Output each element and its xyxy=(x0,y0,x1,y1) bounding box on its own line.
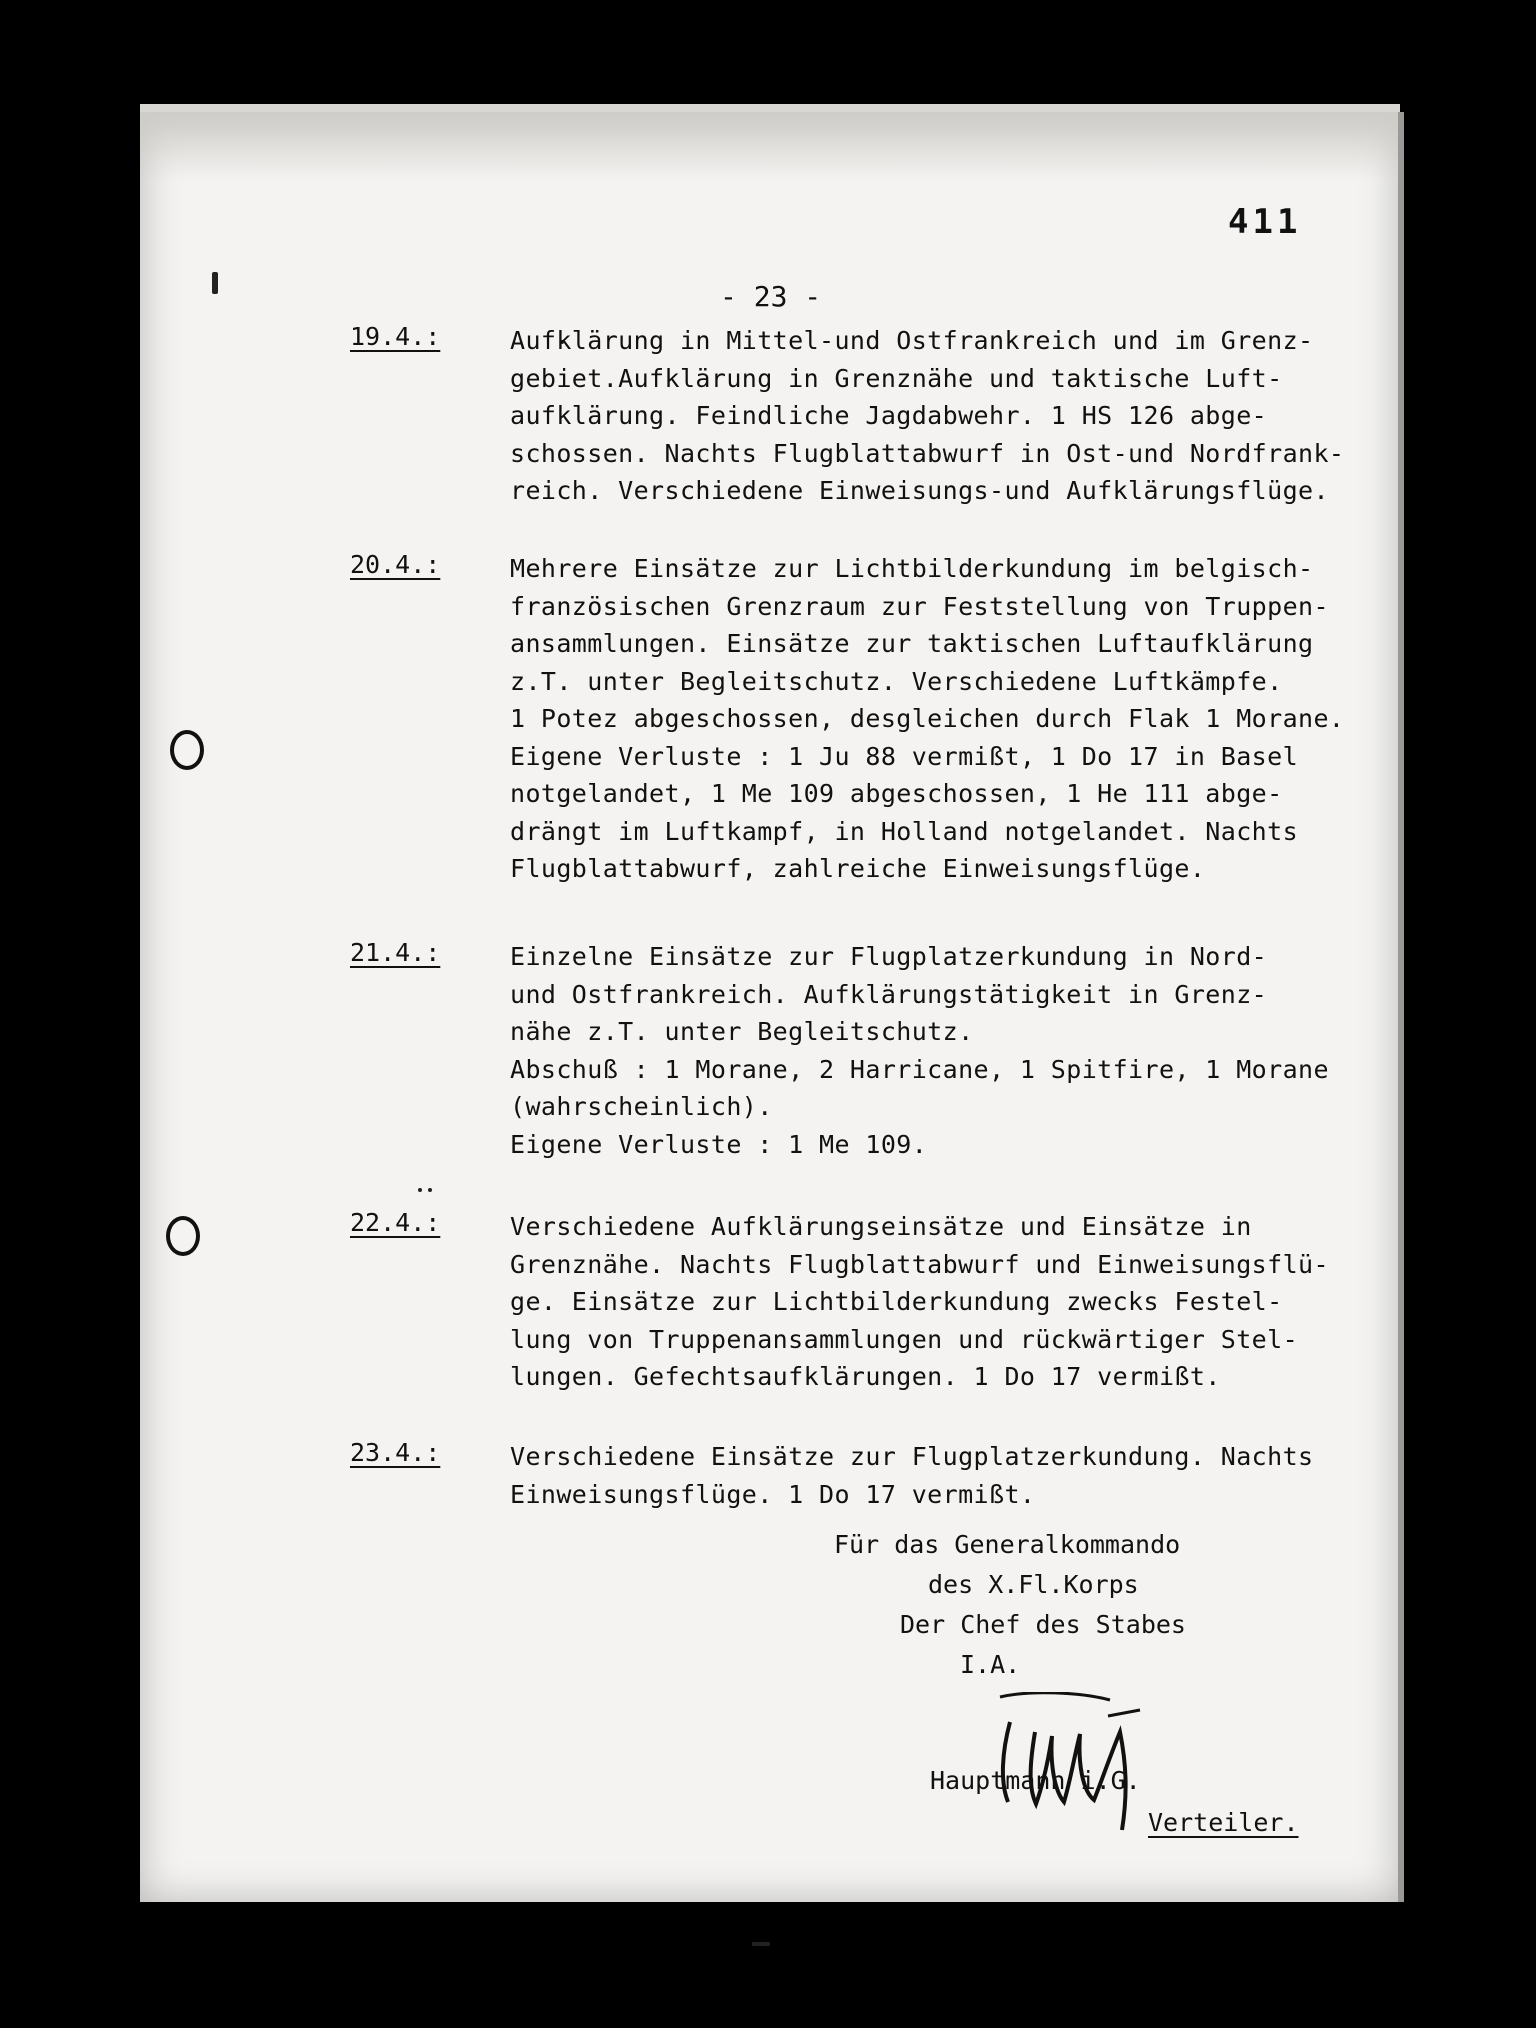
entry-line: Verschiedene Aufklärungseinsätze und Einsätze in xyxy=(510,1212,1252,1241)
entry-line: aufklärung. Feindliche Jagdabwehr. 1 HS 126 abge- xyxy=(510,401,1268,430)
punch-hole-lower xyxy=(166,1216,200,1256)
entry-line: (wahrscheinlich). xyxy=(510,1092,773,1121)
paper-top-edge xyxy=(140,104,1400,112)
signature-line-command: Für das Generalkommando xyxy=(834,1530,1181,1559)
entry-text xyxy=(510,1208,1370,1396)
signature-rank: Hauptmann i.G. xyxy=(930,1766,1141,1795)
entry-line: französischen Grenzraum zur Feststellung von Truppen- xyxy=(510,591,1329,621)
entry-line: Eigene Verluste : 1 Ju 88 vermißt, 1 Do 17 in Basel xyxy=(510,741,1299,771)
entry-date: 23.4.: xyxy=(350,1438,441,1467)
signature-line-chief: Der Chef des Stabes xyxy=(900,1610,1186,1639)
page-number: 411 xyxy=(1228,202,1302,242)
entry-line: Grenznähe. Nachts Flugblattabwurf und Einweisungsflü- xyxy=(510,1249,1329,1279)
punch-hole-upper xyxy=(170,730,204,770)
entry-line: nähe z.T. unter Begleitschutz. xyxy=(510,1017,974,1046)
entry-line: lungen. Gefechtsaufklärungen. 1 Do 17 vermißt. xyxy=(510,1362,1221,1391)
scan-speck xyxy=(212,272,218,294)
entry-line: notgelandet, 1 Me 109 abgeschossen, 1 He 111 abge- xyxy=(510,779,1283,808)
signature-line-corps: des X.Fl.Korps xyxy=(928,1570,1139,1599)
scan-speck xyxy=(428,1188,432,1192)
entry-line: und Ostfrankreich. Aufklärungstätigkeit in Grenz- xyxy=(510,979,1268,1009)
distribution-label: Verteiler. xyxy=(1148,1808,1299,1837)
entry-line: lung von Truppenansammlungen und rückwärtiger Stel- xyxy=(510,1324,1299,1354)
entry-line: schossen. Nachts Flugblattabwurf in Ost-und Nordfrank- xyxy=(510,438,1345,468)
entry-date: 22.4.: xyxy=(350,1208,441,1237)
entry-line: Flugblattabwurf, zahlreiche Einweisungsflüge. xyxy=(510,854,1206,883)
entry-line: Eigene Verluste : 1 Me 109. xyxy=(510,1129,928,1159)
entry-line: Mehrere Einsätze zur Lichtbilderkundung im belgisch- xyxy=(510,554,1314,583)
entry-line: drängt im Luftkampf, in Holland notgelandet. Nachts xyxy=(510,816,1299,846)
entry-line: ansammlungen. Einsätze zur taktischen Luftaufklärung xyxy=(510,629,1314,658)
entry-line: reich. Verschiedene Einweisungs-und Aufklärungsflüge. xyxy=(510,476,1329,505)
entry-line: Abschuß : 1 Morane, 2 Harricane, 1 Spitfire, 1 Morane xyxy=(510,1054,1329,1084)
entry-line: gebiet.Aufklärung in Grenznähe und taktische Luft- xyxy=(510,363,1283,393)
entry-date: 21.4.: xyxy=(350,938,441,967)
entry-text xyxy=(510,550,1370,888)
entry-line: Einweisungsflüge. 1 Do 17 vermißt. xyxy=(510,1479,1036,1509)
scan-speck xyxy=(752,1942,770,1946)
entry-line: 1 Potez abgeschossen, desgleichen durch Flak 1 Morane. xyxy=(510,704,1345,733)
entry-line: Einzelne Einsätze zur Flugplatzerkundung in Nord- xyxy=(510,942,1268,971)
scan-speck xyxy=(418,1188,422,1192)
entry-line: ge. Einsätze zur Lichtbilderkundung zwecks Festel- xyxy=(510,1287,1283,1316)
entry-date: 20.4.: xyxy=(350,550,441,579)
entry-text xyxy=(510,938,1370,1163)
entry-line: z.T. unter Begleitschutz. Verschiedene Luftkämpfe. xyxy=(510,666,1283,696)
entry-line: Aufklärung in Mittel-und Ostfrankreich und im Grenz- xyxy=(510,326,1314,355)
paper-right-edge xyxy=(1398,112,1404,1902)
signature-line-ia: I.A. xyxy=(960,1650,1021,1679)
page-sub-number: - 23 - xyxy=(720,280,822,313)
entry-line: Verschiedene Einsätze zur Flugplatzerkundung. Nachts xyxy=(510,1442,1314,1471)
entry-date: 19.4.: xyxy=(350,322,441,351)
entry-text xyxy=(510,322,1370,510)
entry-text xyxy=(510,1438,1370,1513)
